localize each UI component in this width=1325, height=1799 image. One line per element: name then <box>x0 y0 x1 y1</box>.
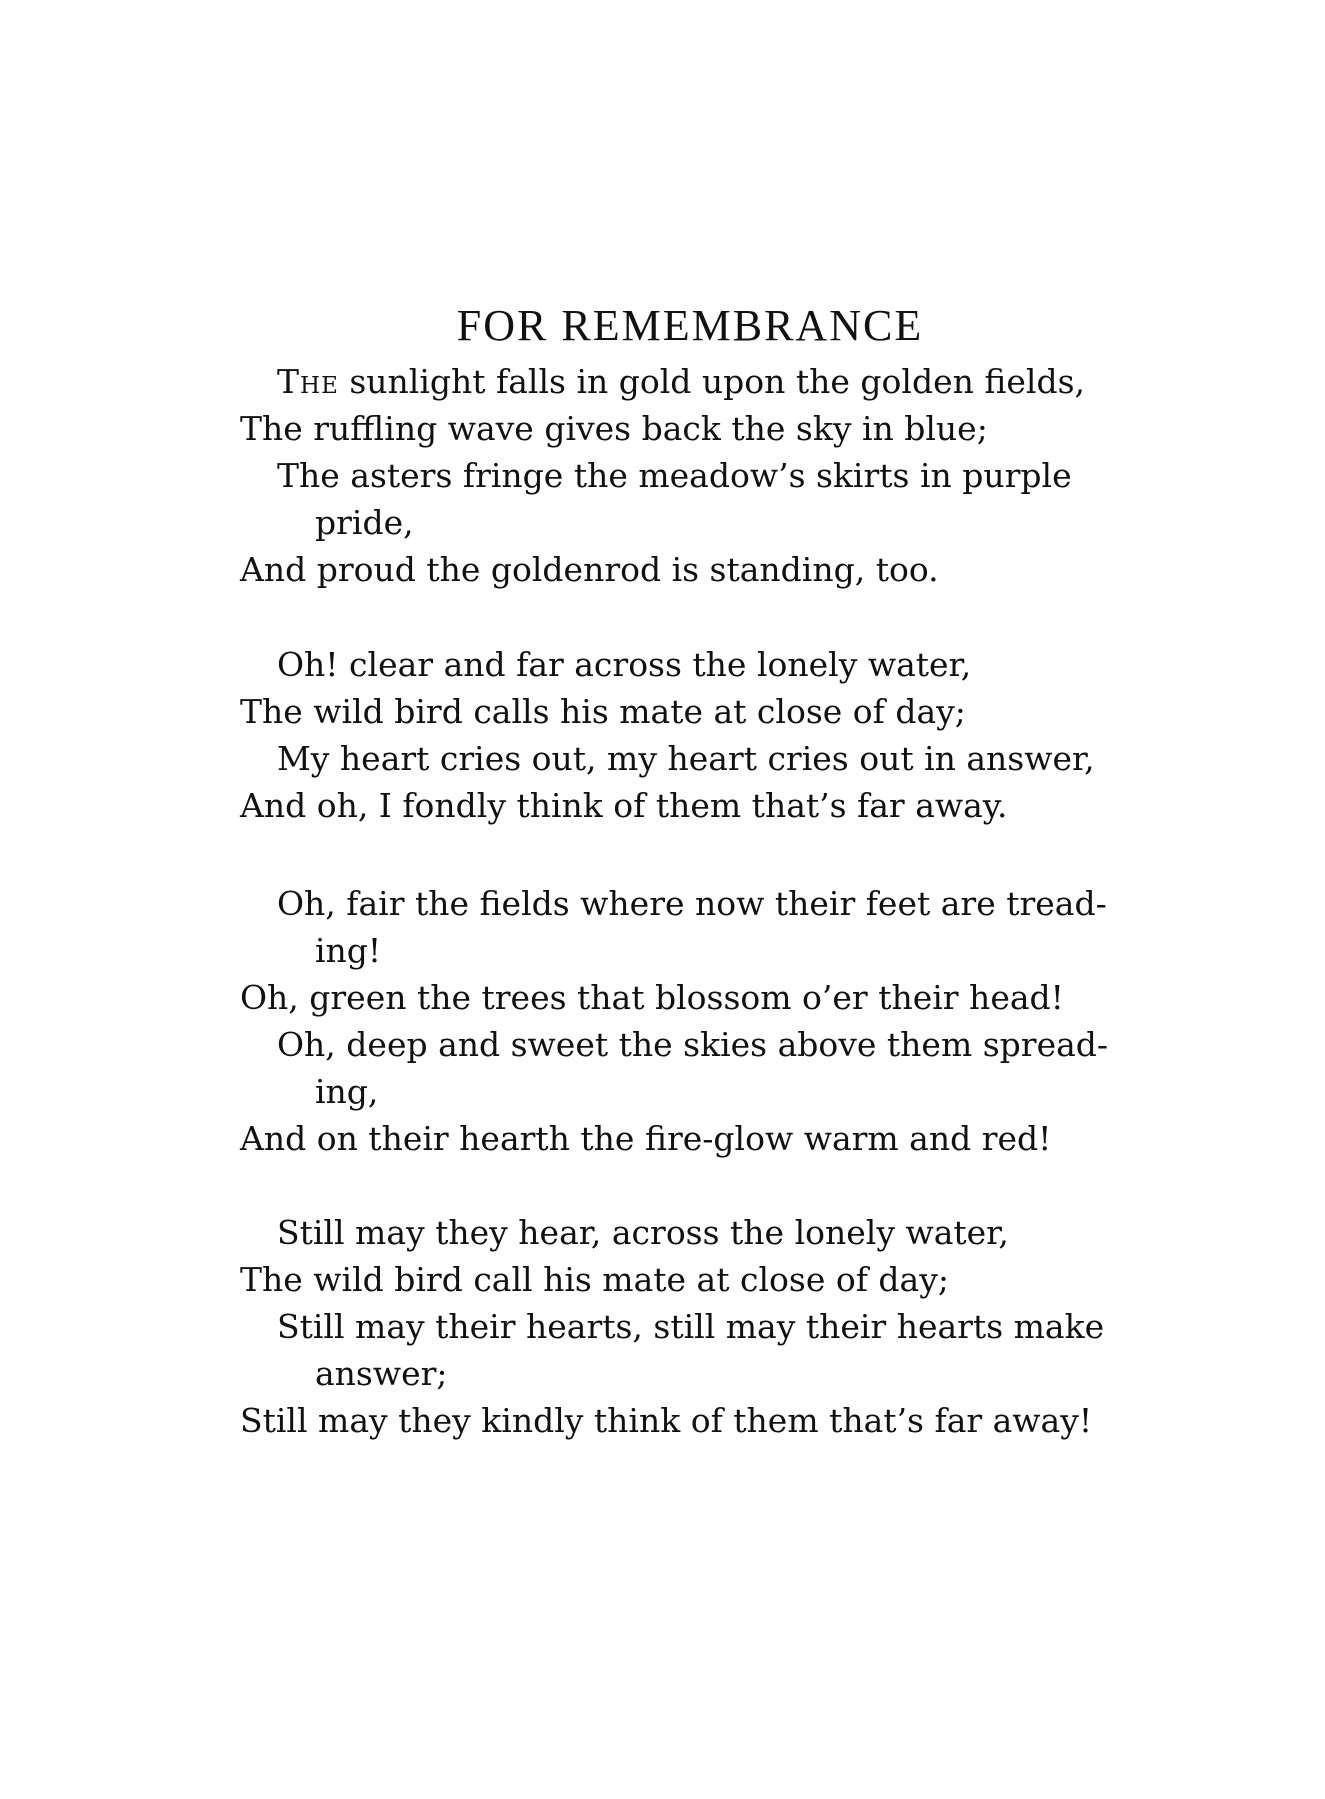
poem-line: ing! <box>315 931 382 970</box>
poem-line: And on their hearth the fire-glow warm and red! <box>240 1119 1052 1158</box>
poem-line: The sunlight falls in gold upon the golden fields, <box>277 362 1086 401</box>
poem-line: pride, <box>315 503 414 542</box>
poem-line: And proud the goldenrod is standing, too. <box>240 550 939 589</box>
poem-line: The asters fringe the meadow’s skirts in purple <box>277 456 1072 495</box>
poem-line: My heart cries out, my heart cries out in answer, <box>277 739 1095 778</box>
poem-line: Oh, green the trees that blossom o’er their head! <box>240 978 1064 1017</box>
poem-line: Oh, deep and sweet the skies above them spread- <box>277 1025 1109 1064</box>
poem-line: The wild bird call his mate at close of day; <box>240 1260 949 1299</box>
poem-line: ing, <box>315 1072 379 1111</box>
poem-line: Still may they kindly think of them that’s far away! <box>240 1401 1093 1440</box>
poem-line: answer; <box>315 1354 448 1393</box>
poem-line: The wild bird calls his mate at close of day; <box>240 692 966 731</box>
poem-line: Still may their hearts, still may their hearts make <box>277 1307 1105 1346</box>
poem-line: Oh, fair the fields where now their feet are tread- <box>277 884 1107 923</box>
poem-line: Still may they hear, across the lonely water, <box>277 1213 1009 1252</box>
poem-title: FOR REMEMBRANCE <box>456 301 924 350</box>
poem-line: Oh! clear and far across the lonely water, <box>277 645 972 684</box>
poem-line: The ruffling wave gives back the sky in blue; <box>240 409 988 448</box>
drop-word: The <box>277 362 339 401</box>
poem-line: And oh, I fondly think of them that’s far away. <box>240 786 1008 825</box>
